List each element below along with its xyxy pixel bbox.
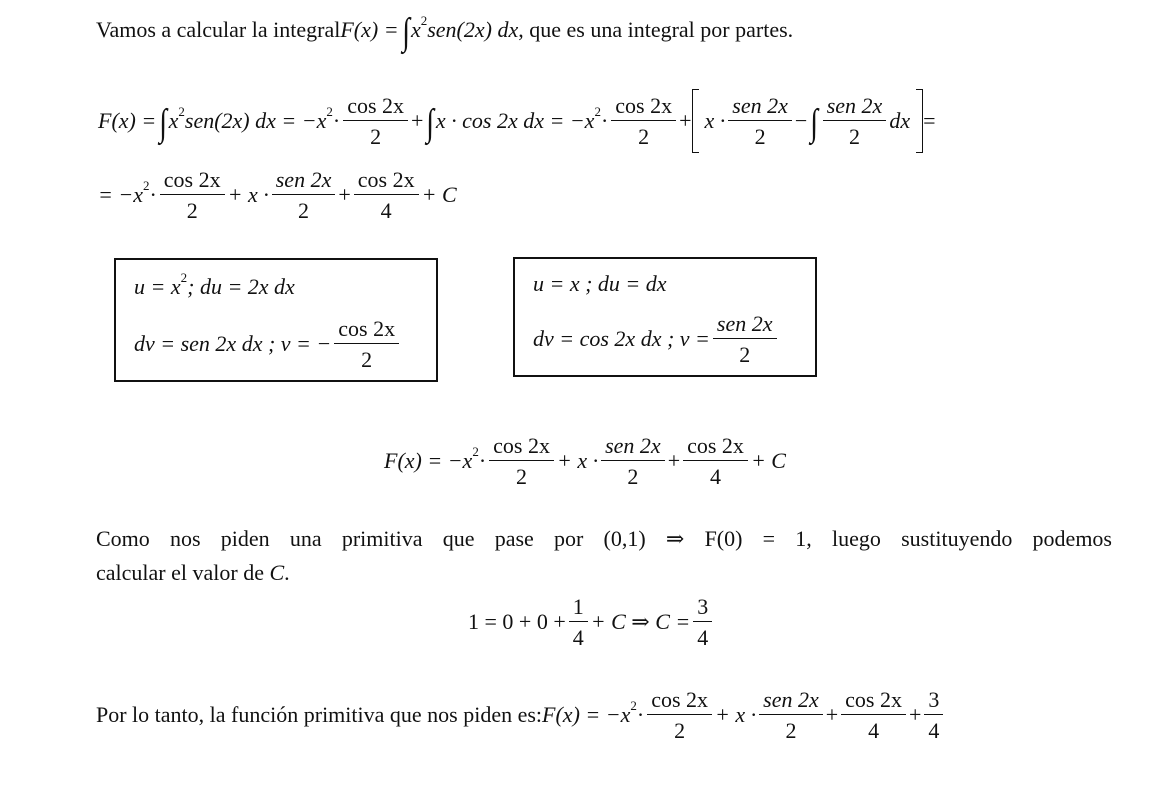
eq1-lhs: F(x) = [98,108,157,133]
final-plus-x: + x · [715,702,757,727]
paragraph-line2-a: calcular el valor de [96,560,270,585]
equation-parts [98,88,936,154]
fraction-den: 2 [754,123,766,149]
fraction [713,311,777,368]
eq1-int2: x · cos 2x dx = −x [435,108,595,133]
fraction-den: 2 [674,717,686,743]
fraction-num: 1 [569,594,588,622]
fraction [489,433,554,490]
final-dot: · [636,702,645,727]
eq1-dx: dx [889,108,911,133]
left-bracket-icon [692,89,699,153]
eq2-dot: · [149,182,157,207]
fraction-num: cos 2x [683,433,748,461]
fraction [759,687,823,744]
eq1-exp-c: 2 [594,104,601,119]
fraction-num: sen 2x [272,167,336,195]
box-left-row1 [134,272,295,302]
substitution-box-left [114,258,438,382]
final-lhs: F(x) = −x [542,702,631,727]
fraction-den: 4 [868,717,880,743]
substitution-box-right [513,257,817,377]
fraction [343,93,408,150]
result-equation [384,428,786,494]
final-plus: + [825,702,839,727]
eq2-start: = −x [98,182,143,207]
final-exp: 2 [630,698,637,713]
solve-lhs: 1 = 0 + 0 + [468,609,566,634]
fraction [611,93,676,150]
fraction [601,433,665,490]
fraction-den: 4 [697,624,709,650]
equation-continuation [98,162,457,228]
intro-integrand-x: x [410,17,421,42]
box-left-row2 [134,312,402,376]
eq1-int-rest: sen(2x) dx = −x [184,108,327,133]
fraction [647,687,712,744]
final-text: Por lo tanto, la función primitiva que nos piden es: [96,702,543,727]
fraction-den: 4 [928,717,940,743]
paragraph-line2-C: C [269,560,285,585]
fraction [160,167,225,224]
fraction-den: 4 [710,463,722,489]
eq1-exp: 2 [178,104,185,119]
eq1-plus-b: + [679,108,692,133]
box-right-row2 [533,307,780,371]
fraction-num: cos 2x [489,433,554,461]
intro-exponent: 2 [420,13,428,28]
fraction-num: cos 2x [611,93,676,121]
box-left-u: u = x [134,274,181,299]
fraction-num: cos 2x [647,687,712,715]
fraction [823,93,887,150]
result-exp: 2 [472,444,479,459]
fraction-den: 2 [186,197,198,223]
fraction-num: cos 2x [343,93,408,121]
fraction-den: 2 [370,123,382,149]
fraction [354,167,419,224]
intro-text: Vamos a calcular la integral [96,17,341,42]
eq1-x-dot: x · [704,108,726,133]
intro-fx: F(x) = [340,17,399,42]
box-left-du: ; du = 2x dx [187,274,295,299]
fraction-den: 2 [739,341,751,367]
final-line [96,682,946,748]
result-plus: + [667,448,681,473]
fraction [728,93,792,150]
fraction [569,594,588,651]
paragraph-line2 [96,556,1112,590]
eq2-plusC: + C [421,182,457,207]
fraction-den: 2 [785,717,797,743]
result-plusC: + C [750,448,786,473]
fraction [924,687,943,744]
fraction-den: 2 [849,123,861,149]
box-left-dv: dv = sen 2x dx ; v = − [134,331,332,356]
fraction-den: 2 [298,197,310,223]
right-bracket-icon [916,89,923,153]
fraction [272,167,336,224]
final-plus-b: + [908,702,922,727]
fraction-den: 4 [380,197,392,223]
fraction-den: 2 [627,463,639,489]
fraction-den: 4 [572,624,584,650]
eq1-dot: · [332,108,341,133]
solve-equation [468,590,715,654]
fraction-den: 2 [638,123,650,149]
paragraph-line2-b: . [284,560,290,585]
box-left-exp: 2 [180,270,188,285]
eq2-plus: + [338,182,351,207]
intro-after: , que es una integral por partes. [518,17,794,42]
fraction-den: 2 [361,346,373,372]
fraction [334,316,399,373]
eq1-int-x: x [168,108,179,133]
paragraph-line1: Como nos piden una primitiva que pase por (0,1) ⇒ F(0) = 1, luego sustituyendo podemos [96,526,1112,551]
solve-mid: + C ⇒ C = [590,609,691,634]
fraction [841,687,906,744]
fraction-num: cos 2x [334,316,399,344]
fraction-num: cos 2x [354,167,419,195]
fraction-num: sen 2x [728,93,792,121]
fraction-num: sen 2x [823,93,887,121]
fraction-num: sen 2x [759,687,823,715]
fraction-num: cos 2x [160,167,225,195]
fraction-num: cos 2x [841,687,906,715]
fraction-num: sen 2x [713,311,777,339]
fraction [693,594,712,651]
intro-line [96,11,794,53]
eq1-equals: = [923,108,936,133]
result-lhs: F(x) = −x [384,448,473,473]
eq2-plus-x: + x · [227,182,269,207]
eq1-plus: + [411,108,424,133]
integral-sign-icon: ∫ [426,102,435,144]
box-right-row1 [533,269,667,299]
result-plus-x: + x · [556,448,599,473]
eq2-exp: 2 [142,178,150,193]
fraction-num: 3 [924,687,943,715]
fraction-num: sen 2x [601,433,665,461]
eq1-minus: − [794,108,808,133]
result-dot: · [478,448,487,473]
eq1-exp-b: 2 [326,104,333,119]
fraction-num: 3 [693,594,712,622]
eq1-dot-b: · [600,108,609,133]
integral-sign-icon: ∫ [810,102,819,144]
fraction-den: 2 [516,463,528,489]
fraction [683,433,748,490]
integral-sign-icon: ∫ [159,102,168,144]
integral-sign-icon: ∫ [401,11,410,53]
box-right-dv: dv = cos 2x dx ; v = [533,326,710,351]
box-right-u: u = x ; du = dx [533,271,667,296]
intro-integrand-rest: sen(2x) dx [427,17,519,42]
